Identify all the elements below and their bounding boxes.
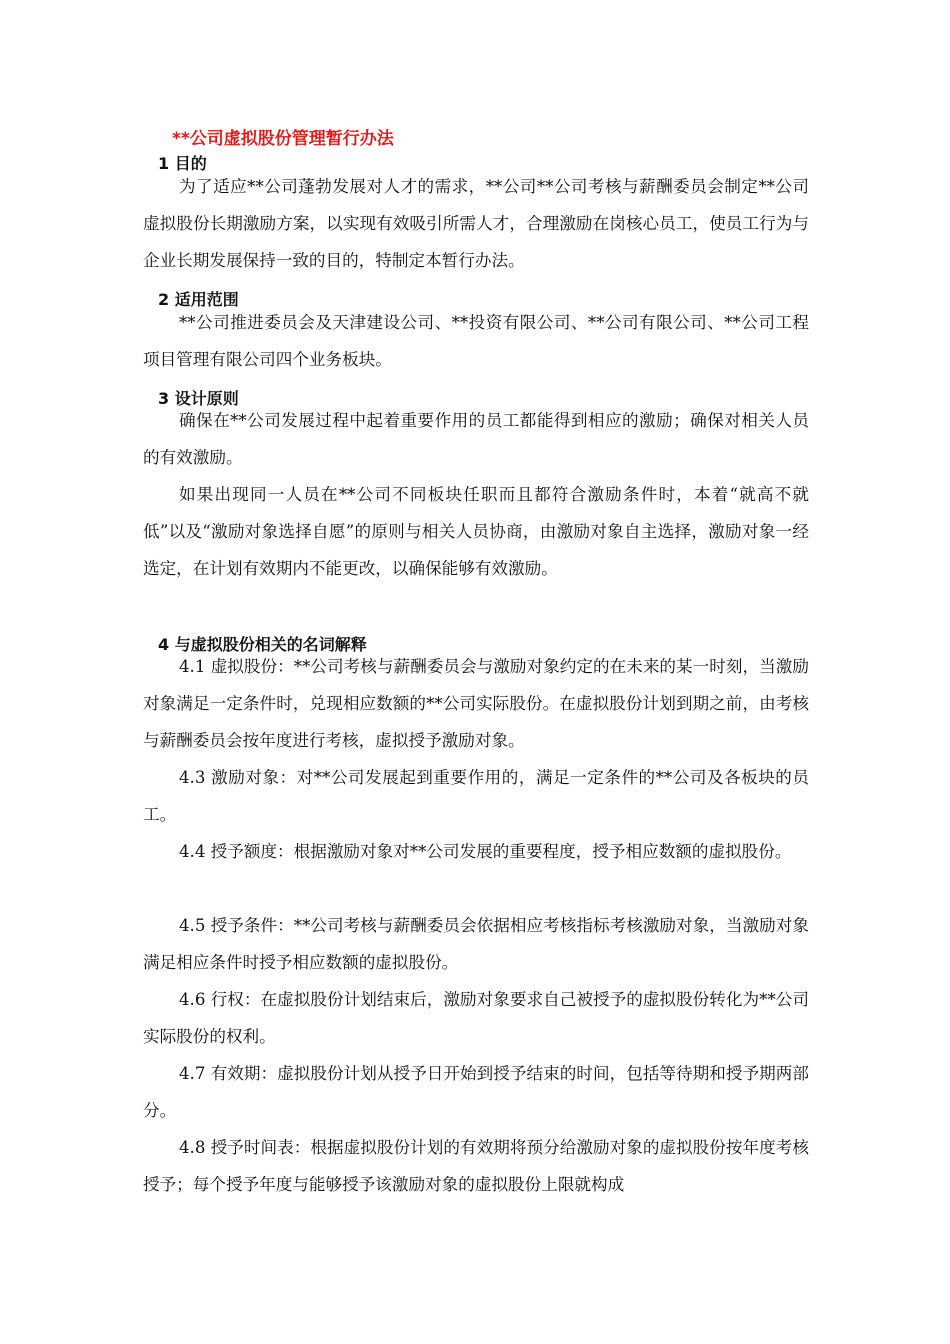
definition-grant-schedule: 4.8 授予时间表：根据虚拟股份计划的有效期将预分给激励对象的虚拟股份按年度考核授予；每个授予年度与能够授予该激励对象的虚拟股份上限就构成 <box>143 1138 809 1194</box>
definition-virtual-shares: 4.1 虚拟股份：**公司考核与薪酬委员会与激励对象约定的在未来的某一时刻，当激励对象满足一定条件时，兑现相应数额的**公司实际股份。在虚拟股份计划到期之前，由考核与薪酬委员会按年度进行考核，虚拟授予激励对象。 <box>143 657 809 750</box>
paragraph-principles-1: 确保在**公司发展过程中起着重要作用的员工都能得到相应的激励；确保对相关人员的有效激励。 <box>143 411 809 467</box>
document-title: **公司虚拟股份管理暂行办法 <box>172 129 394 149</box>
section-heading-scope: 2 适用范围 <box>158 290 239 309</box>
section-heading-definitions: 4 与虚拟股份相关的名词解释 <box>158 635 367 654</box>
definition-incentive-target: 4.3 激励对象：对**公司发展起到重要作用的，满足一定条件的**公司及各板块的员工。 <box>143 768 809 824</box>
paragraph-scope: **公司推进委员会及天津建设公司、**投资有限公司、**公司有限公司、**公司工程项目管理有限公司四个业务板块。 <box>143 313 809 369</box>
definition-exercise: 4.6 行权：在虚拟股份计划结束后，激励对象要求自己被授予的虚拟股份转化为**公司实际股份的权利。 <box>143 990 809 1046</box>
definition-grant-amount: 4.4 授予额度：根据激励对象对**公司发展的重要程度，授予相应数额的虚拟股份。 <box>179 842 792 861</box>
definition-grant-conditions: 4.5 授予条件：**公司考核与薪酬委员会依据相应考核指标考核激励对象，当激励对象满足相应条件时授予相应数额的虚拟股份。 <box>143 916 809 972</box>
paragraph-purpose: 为了适应**公司蓬勃发展对人才的需求，**公司**公司考核与薪酬委员会制定**公司虚拟股份长期激励方案，以实现有效吸引所需人才，合理激励在岗核心员工，使员工行为与企业长期发展保持一致的目的，特制定本暂行办法。 <box>143 177 809 270</box>
definition-validity-period: 4.7 有效期：虚拟股份计划从授予日开始到授予结束的时间，包括等待期和授予期两部分。 <box>143 1064 809 1120</box>
paragraph-principles-2: 如果出现同一人员在**公司不同板块任职而且都符合激励条件时，本着“就高不就低”以及“激励对象选择自愿”的原则与相关人员协商，由激励对象自主选择，激励对象一经选定，在计划有效期内不能更改，以确保能够有效激励。 <box>143 485 809 578</box>
section-heading-purpose: 1 目的 <box>158 154 207 173</box>
section-heading-principles: 3 设计原则 <box>158 389 239 408</box>
